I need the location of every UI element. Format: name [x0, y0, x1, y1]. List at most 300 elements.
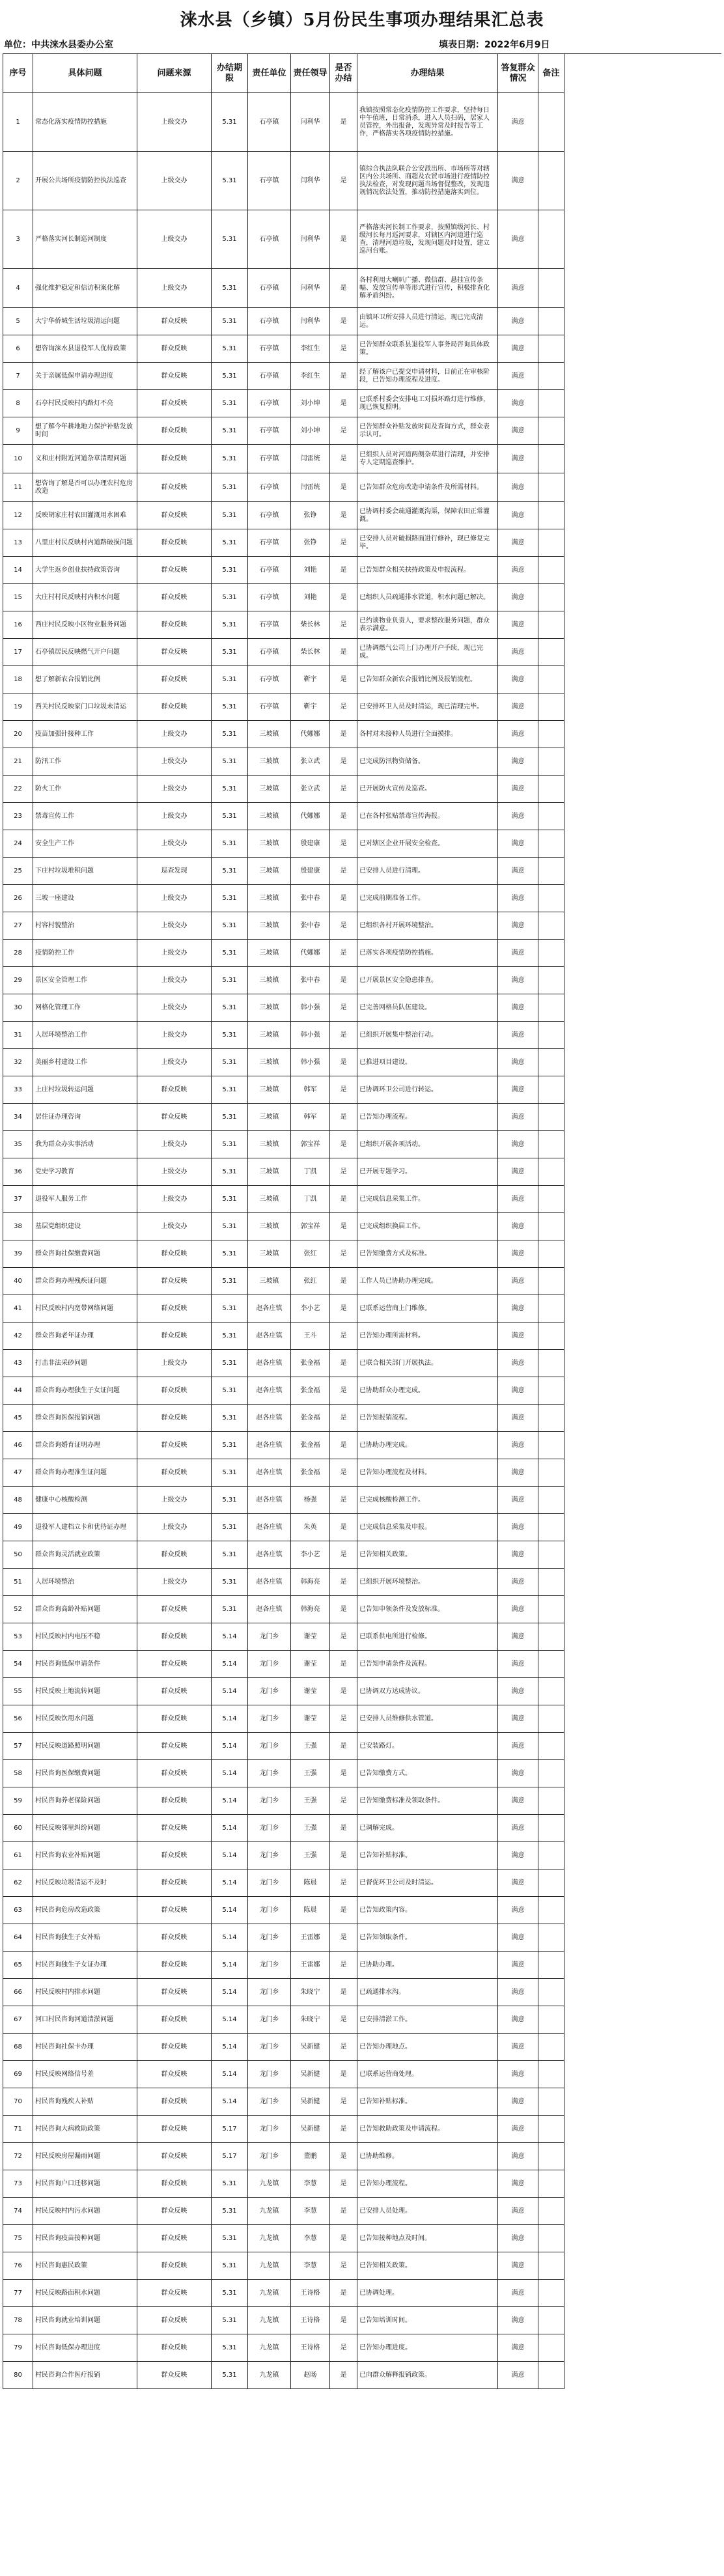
row-leader-cell: 张金福: [291, 1377, 330, 1405]
row-leader-cell: 韩军: [291, 1104, 330, 1131]
row-reply-cell: 满意: [498, 473, 538, 502]
row-source-cell: 上级交办: [137, 1569, 212, 1596]
row-note-cell: [538, 1076, 564, 1104]
row-completed-cell: 是: [330, 1022, 357, 1049]
row-dept-cell: 三坡镇: [248, 1268, 291, 1295]
row-reply-cell: 满意: [498, 776, 538, 803]
row-leader-cell: 张红: [291, 1268, 330, 1295]
row-dept-cell: 赵各庄镇: [248, 1323, 291, 1350]
row-completed-cell: 是: [330, 1049, 357, 1076]
row-dept-cell: 三坡镇: [248, 1186, 291, 1213]
row-deadline-cell: 5.14: [212, 1979, 248, 2006]
row-deadline-cell: 5.31: [212, 584, 248, 611]
row-index-cell: 26: [3, 885, 33, 912]
row-issue-cell: 村民咨询疫苗接种问题: [33, 2225, 137, 2252]
row-issue-cell: 石亭村民反映村内路灯不亮: [33, 390, 137, 417]
row-source-cell: 上级交办: [137, 1022, 212, 1049]
row-completed-cell: 是: [330, 1623, 357, 1651]
row-result-cell: 已完成防汛物资储备。: [357, 748, 498, 776]
row-issue-cell: 群众咨询灵活就业政策: [33, 1541, 137, 1569]
row-leader-cell: 董鹏: [291, 2143, 330, 2170]
row-source-cell: 群众反映: [137, 584, 212, 611]
row-dept-cell: 龙门乡: [248, 2143, 291, 2170]
row-index-cell: 53: [3, 1623, 33, 1651]
row-index-cell: 40: [3, 1268, 33, 1295]
row-result-cell: 已疏通排水沟。: [357, 1979, 498, 2006]
row-issue-cell: 三坡一座建设: [33, 885, 137, 912]
row-issue-cell: 村民反映村内电压不稳: [33, 1623, 137, 1651]
row-completed-cell: 是: [330, 1514, 357, 1541]
row-dept-cell: 石亭镇: [248, 363, 291, 390]
row-result-cell: 严格落实河长制工作要求，按照镇级河长、村级河长每月巡河要求，对辖区内河道进行巡查，清理河道垃圾，发现问题及时处置，建立巡河台账。: [357, 210, 498, 269]
row-completed-cell: 是: [330, 1569, 357, 1596]
row-leader-cell: 张红: [291, 1240, 330, 1268]
row-dept-cell: 九龙镇: [248, 2225, 291, 2252]
row-leader-cell: 谢莹: [291, 1678, 330, 1705]
row-source-cell: 群众反映: [137, 2170, 212, 2198]
row-note-cell: [538, 2198, 564, 2225]
row-reply-cell: 满意: [498, 2307, 538, 2334]
row-leader-cell: 李慧: [291, 2170, 330, 2198]
row-issue-cell: 村民咨询低保申请条件: [33, 1651, 137, 1678]
row-result-cell: 已联合相关部门开展执法。: [357, 1350, 498, 1377]
row-leader-cell: 张铮: [291, 529, 330, 557]
row-result-cell: 已告知群众新农合报销比例及报销流程。: [357, 666, 498, 693]
row-index-cell: 49: [3, 1514, 33, 1541]
row-reply-cell: 满意: [498, 2198, 538, 2225]
row-index-cell: 51: [3, 1569, 33, 1596]
row-source-cell: 群众反映: [137, 1104, 212, 1131]
row-issue-cell: 村民反映饮用水问题: [33, 1705, 137, 1733]
row-result-cell: 已落实各项疫情防控措施。: [357, 940, 498, 967]
row-note-cell: [538, 639, 564, 666]
row-dept-cell: 石亭镇: [248, 335, 291, 363]
row-reply-cell: 满意: [498, 2334, 538, 2362]
row-deadline-cell: 5.31: [212, 1295, 248, 1323]
row-result-cell: 已告知缴费标准及领取条件。: [357, 1787, 498, 1815]
row-leader-cell: 韩海亮: [291, 1569, 330, 1596]
row-dept-cell: 赵各庄镇: [248, 1487, 291, 1514]
row-completed-cell: 是: [330, 1760, 357, 1787]
row-dept-cell: 龙门乡: [248, 1651, 291, 1678]
row-index-cell: 66: [3, 1979, 33, 2006]
row-completed-cell: 是: [330, 1268, 357, 1295]
row-index-cell: 17: [3, 639, 33, 666]
row-index-cell: 65: [3, 1952, 33, 1979]
row-source-cell: 上级交办: [137, 1049, 212, 1076]
row-issue-cell: 群众咨询办理准生证问题: [33, 1459, 137, 1487]
row-reply-cell: 满意: [498, 1049, 538, 1076]
row-deadline-cell: 5.31: [212, 1459, 248, 1487]
row-note-cell: [538, 473, 564, 502]
row-reply-cell: 满意: [498, 1377, 538, 1405]
row-index-cell: 52: [3, 1596, 33, 1623]
row-source-cell: 群众反映: [137, 2252, 212, 2280]
row-completed-cell: 是: [330, 2362, 357, 2389]
row-note-cell: [538, 2116, 564, 2143]
row-completed-cell: 是: [330, 417, 357, 445]
row-reply-cell: 满意: [498, 557, 538, 584]
row-index-cell: 75: [3, 2225, 33, 2252]
row-dept-cell: 龙门乡: [248, 1924, 291, 1952]
row-deadline-cell: 5.31: [212, 2280, 248, 2307]
row-dept-cell: 龙门乡: [248, 1897, 291, 1924]
row-index-cell: 69: [3, 2061, 33, 2088]
row-note-cell: [538, 748, 564, 776]
row-deadline-cell: 5.14: [212, 1705, 248, 1733]
row-reply-cell: 满意: [498, 2280, 538, 2307]
row-result-cell: 已协助维修。: [357, 2143, 498, 2170]
row-result-cell: 已协调燃气公司上门办理开户手续，现已完成。: [357, 639, 498, 666]
document-meta: [3, 36, 721, 53]
row-completed-cell: 是: [330, 2225, 357, 2252]
row-index-cell: 59: [3, 1787, 33, 1815]
row-deadline-cell: 5.14: [212, 1733, 248, 1760]
row-reply-cell: 满意: [498, 1623, 538, 1651]
row-result-cell: 我镇按照常态化疫情防控工作要求，坚持每日中午值班，日常消杀，进入人员扫码，居家人员管控，外出报备，发现异常及时报告等工作，严格落实各项疫情防控措施。: [357, 93, 498, 152]
row-reply-cell: 满意: [498, 721, 538, 748]
row-leader-cell: 王诗格: [291, 2280, 330, 2307]
row-leader-cell: 郭宝祥: [291, 1213, 330, 1240]
row-source-cell: 上级交办: [137, 967, 212, 994]
row-deadline-cell: 5.31: [212, 390, 248, 417]
row-note-cell: [538, 1377, 564, 1405]
row-issue-cell: 党史学习教育: [33, 1158, 137, 1186]
row-deadline-cell: 5.31: [212, 885, 248, 912]
row-completed-cell: 是: [330, 529, 357, 557]
row-source-cell: 上级交办: [137, 269, 212, 308]
row-note-cell: [538, 2170, 564, 2198]
row-issue-cell: 群众咨询办理残疾证问题: [33, 1268, 137, 1295]
row-completed-cell: 是: [330, 994, 357, 1022]
row-completed-cell: 是: [330, 2006, 357, 2034]
row-index-cell: 4: [3, 269, 33, 308]
row-result-cell: 已协助办理完成。: [357, 1432, 498, 1459]
row-index-cell: 72: [3, 2143, 33, 2170]
row-reply-cell: 满意: [498, 1842, 538, 1869]
row-note-cell: [538, 1897, 564, 1924]
row-completed-cell: 是: [330, 1705, 357, 1733]
row-index-cell: 5: [3, 308, 33, 335]
header-index: 序号: [3, 54, 33, 93]
row-reply-cell: 满意: [498, 912, 538, 940]
row-leader-cell: 殷建康: [291, 830, 330, 858]
row-deadline-cell: 5.31: [212, 748, 248, 776]
row-reply-cell: 满意: [498, 152, 538, 210]
row-deadline-cell: 5.31: [212, 2225, 248, 2252]
row-deadline-cell: 5.14: [212, 1651, 248, 1678]
row-result-cell: 已协调环卫公司进行转运。: [357, 1076, 498, 1104]
row-leader-cell: 王雷娜: [291, 1924, 330, 1952]
row-issue-cell: 健康中心核酸检测: [33, 1487, 137, 1514]
row-deadline-cell: 5.14: [212, 1952, 248, 1979]
row-issue-cell: 上庄村垃圾转运问题: [33, 1076, 137, 1104]
row-result-cell: 已组织各村开展环境整治。: [357, 912, 498, 940]
row-leader-cell: 张中春: [291, 967, 330, 994]
row-issue-cell: 反映胡家庄村农田灌溉用水困难: [33, 502, 137, 529]
row-leader-cell: 吴新健: [291, 2061, 330, 2088]
row-deadline-cell: 5.31: [212, 445, 248, 473]
row-dept-cell: 石亭镇: [248, 502, 291, 529]
header-dept: 责任单位: [248, 54, 291, 93]
row-issue-cell: 防汛工作: [33, 748, 137, 776]
row-source-cell: 巡查发现: [137, 858, 212, 885]
row-reply-cell: 满意: [498, 2170, 538, 2198]
row-note-cell: [538, 776, 564, 803]
row-index-cell: 33: [3, 1076, 33, 1104]
row-index-cell: 30: [3, 994, 33, 1022]
row-deadline-cell: 5.31: [212, 152, 248, 210]
row-leader-cell: 王强: [291, 1815, 330, 1842]
row-issue-cell: 我为群众办实事活动: [33, 1131, 137, 1158]
row-result-cell: 已调解完成。: [357, 1815, 498, 1842]
row-result-cell: 已告知群众危房改造申请条件及所需材料。: [357, 473, 498, 502]
row-reply-cell: 满意: [498, 1596, 538, 1623]
row-dept-cell: 九龙镇: [248, 2252, 291, 2280]
row-result-cell: 已联系村委会安排电工对损坏路灯进行维修，现已恢复照明。: [357, 390, 498, 417]
row-index-cell: 79: [3, 2334, 33, 2362]
row-deadline-cell: 5.31: [212, 93, 248, 152]
row-index-cell: 62: [3, 1869, 33, 1897]
row-index-cell: 42: [3, 1323, 33, 1350]
row-deadline-cell: 5.31: [212, 803, 248, 830]
row-source-cell: 群众反映: [137, 1924, 212, 1952]
row-reply-cell: 满意: [498, 1952, 538, 1979]
row-dept-cell: 九龙镇: [248, 2307, 291, 2334]
row-dept-cell: 龙门乡: [248, 2116, 291, 2143]
row-index-cell: 63: [3, 1897, 33, 1924]
row-dept-cell: 三坡镇: [248, 776, 291, 803]
row-note-cell: [538, 2252, 564, 2280]
row-leader-cell: 谢莹: [291, 1705, 330, 1733]
row-note-cell: [538, 1623, 564, 1651]
row-index-cell: 48: [3, 1487, 33, 1514]
row-leader-cell: 吴新健: [291, 2034, 330, 2061]
row-source-cell: 群众反映: [137, 363, 212, 390]
row-result-cell: 已协调村委会疏通灌溉沟渠，保障农田正常灌溉。: [357, 502, 498, 529]
row-result-cell: 已联系运营商处理。: [357, 2061, 498, 2088]
row-issue-cell: 村民反映垃圾清运不及时: [33, 1869, 137, 1897]
row-dept-cell: 赵各庄镇: [248, 1459, 291, 1487]
row-source-cell: 群众反映: [137, 557, 212, 584]
row-dept-cell: 石亭镇: [248, 269, 291, 308]
row-completed-cell: 是: [330, 93, 357, 152]
row-issue-cell: 村民反映路面积水问题: [33, 2280, 137, 2307]
row-source-cell: 上级交办: [137, 1350, 212, 1377]
row-result-cell: 已告知培训时间。: [357, 2307, 498, 2334]
row-index-cell: 34: [3, 1104, 33, 1131]
row-leader-cell: 柴长林: [291, 611, 330, 639]
row-result-cell: 已推进项目建设。: [357, 1049, 498, 1076]
row-issue-cell: 村民咨询惠民政策: [33, 2252, 137, 2280]
row-reply-cell: 满意: [498, 2061, 538, 2088]
row-result-cell: 镇综合执法队联合公安派出所、市场所等对辖区内公共场所、商超及农贸市场进行疫情防控执法检查，对发现问题当场督促整改，发现违规情况依法处置，推动防控措施落实到位。: [357, 152, 498, 210]
row-note-cell: [538, 529, 564, 557]
row-result-cell: 已告知申请条件及流程。: [357, 1651, 498, 1678]
row-deadline-cell: 5.31: [212, 994, 248, 1022]
row-note-cell: [538, 1842, 564, 1869]
row-dept-cell: 三坡镇: [248, 912, 291, 940]
header-source: 问题来源: [137, 54, 212, 93]
row-note-cell: [538, 308, 564, 335]
row-result-cell: 已告知办理流程。: [357, 2170, 498, 2198]
row-source-cell: 群众反映: [137, 1623, 212, 1651]
row-dept-cell: 龙门乡: [248, 1842, 291, 1869]
row-note-cell: [538, 152, 564, 210]
row-result-cell: 由镇环卫所安排人员进行清运，现已完成清运。: [357, 308, 498, 335]
row-index-cell: 73: [3, 2170, 33, 2198]
row-note-cell: [538, 1569, 564, 1596]
header-note: 备注: [538, 54, 564, 93]
row-note-cell: [538, 1186, 564, 1213]
row-reply-cell: 满意: [498, 748, 538, 776]
row-dept-cell: 九龙镇: [248, 2280, 291, 2307]
row-completed-cell: 是: [330, 721, 357, 748]
row-source-cell: 群众反映: [137, 1432, 212, 1459]
row-result-cell: 已完成组织换届工作。: [357, 1213, 498, 1240]
row-completed-cell: 是: [330, 1733, 357, 1760]
row-source-cell: 群众反映: [137, 1459, 212, 1487]
row-result-cell: 已在各村张贴禁毒宣传海报。: [357, 803, 498, 830]
row-result-cell: 已联系运营商上门维修。: [357, 1295, 498, 1323]
row-source-cell: 群众反映: [137, 611, 212, 639]
row-leader-cell: 李红生: [291, 335, 330, 363]
row-note-cell: [538, 1158, 564, 1186]
row-index-cell: 36: [3, 1158, 33, 1186]
row-index-cell: 11: [3, 473, 33, 502]
row-leader-cell: 闫利华: [291, 152, 330, 210]
row-completed-cell: 是: [330, 776, 357, 803]
row-completed-cell: 是: [330, 1842, 357, 1869]
row-note-cell: [538, 666, 564, 693]
row-result-cell: 已组织开展集中整治行动。: [357, 1022, 498, 1049]
row-source-cell: 群众反映: [137, 2198, 212, 2225]
row-source-cell: 群众反映: [137, 502, 212, 529]
row-note-cell: [538, 912, 564, 940]
row-index-cell: 39: [3, 1240, 33, 1268]
row-dept-cell: 赵各庄镇: [248, 1350, 291, 1377]
row-reply-cell: 满意: [498, 1569, 538, 1596]
row-note-cell: [538, 1104, 564, 1131]
row-leader-cell: 谢莹: [291, 1623, 330, 1651]
row-note-cell: [538, 2088, 564, 2116]
row-deadline-cell: 5.31: [212, 2334, 248, 2362]
row-reply-cell: 满意: [498, 2252, 538, 2280]
header-issue: 具体问题: [33, 54, 137, 93]
row-index-cell: 8: [3, 390, 33, 417]
row-reply-cell: 满意: [498, 1268, 538, 1295]
row-leader-cell: 陈晨: [291, 1897, 330, 1924]
row-deadline-cell: 5.31: [212, 1186, 248, 1213]
row-source-cell: 群众反映: [137, 1787, 212, 1815]
row-result-cell: 已告知办理进度。: [357, 2334, 498, 2362]
row-note-cell: [538, 967, 564, 994]
row-result-cell: 已安排环卫人员及时清运，现已清理完毕。: [357, 693, 498, 721]
row-completed-cell: 是: [330, 1405, 357, 1432]
row-dept-cell: 石亭镇: [248, 557, 291, 584]
row-note-cell: [538, 269, 564, 308]
row-note-cell: [538, 2061, 564, 2088]
row-deadline-cell: 5.31: [212, 2170, 248, 2198]
row-issue-cell: 下庄村垃圾堆积问题: [33, 858, 137, 885]
row-reply-cell: 满意: [498, 1158, 538, 1186]
row-source-cell: 上级交办: [137, 803, 212, 830]
row-reply-cell: 满意: [498, 93, 538, 152]
row-deadline-cell: 5.31: [212, 830, 248, 858]
row-index-cell: 15: [3, 584, 33, 611]
row-result-cell: 已向群众解释报销政策。: [357, 2362, 498, 2389]
row-reply-cell: 满意: [498, 1705, 538, 1733]
row-completed-cell: 是: [330, 693, 357, 721]
row-index-cell: 74: [3, 2198, 33, 2225]
row-source-cell: 群众反映: [137, 2061, 212, 2088]
row-result-cell: 已告知相关政策。: [357, 1541, 498, 1569]
row-leader-cell: 代娜娜: [291, 721, 330, 748]
row-reply-cell: 满意: [498, 529, 538, 557]
row-leader-cell: 王诗格: [291, 2334, 330, 2362]
row-issue-cell: 八里庄村民反映村内道路破损问题: [33, 529, 137, 557]
row-note-cell: [538, 363, 564, 390]
row-leader-cell: 丁凯: [291, 1186, 330, 1213]
row-issue-cell: 退役军人服务工作: [33, 1186, 137, 1213]
row-index-cell: 28: [3, 940, 33, 967]
row-result-cell: 已协调处理。: [357, 2280, 498, 2307]
row-leader-cell: 刘小坤: [291, 390, 330, 417]
row-deadline-cell: 5.31: [212, 210, 248, 269]
row-deadline-cell: 5.31: [212, 308, 248, 335]
row-note-cell: [538, 557, 564, 584]
row-result-cell: 已完成核酸检测工作。: [357, 1487, 498, 1514]
row-reply-cell: 满意: [498, 885, 538, 912]
row-note-cell: [538, 93, 564, 152]
row-leader-cell: 朱晓宁: [291, 1979, 330, 2006]
row-dept-cell: 赵各庄镇: [248, 1514, 291, 1541]
row-issue-cell: 人居环境整治工作: [33, 1022, 137, 1049]
row-leader-cell: 闫利华: [291, 93, 330, 152]
row-completed-cell: 是: [330, 390, 357, 417]
row-deadline-cell: 5.31: [212, 967, 248, 994]
row-dept-cell: 石亭镇: [248, 152, 291, 210]
row-issue-cell: 河口村民咨询河道清淤问题: [33, 2006, 137, 2034]
row-reply-cell: 满意: [498, 2362, 538, 2389]
row-source-cell: 群众反映: [137, 473, 212, 502]
row-result-cell: 已协助群众办理完成。: [357, 1377, 498, 1405]
row-reply-cell: 满意: [498, 693, 538, 721]
row-index-cell: 20: [3, 721, 33, 748]
row-reply-cell: 满意: [498, 1760, 538, 1787]
row-issue-cell: 景区安全管理工作: [33, 967, 137, 994]
row-reply-cell: 满意: [498, 308, 538, 335]
row-reply-cell: 满意: [498, 1924, 538, 1952]
row-completed-cell: 是: [330, 611, 357, 639]
row-note-cell: [538, 830, 564, 858]
row-source-cell: 群众反映: [137, 1678, 212, 1705]
row-completed-cell: 是: [330, 584, 357, 611]
row-result-cell: 已开展专题学习。: [357, 1158, 498, 1186]
row-completed-cell: 是: [330, 2143, 357, 2170]
row-reply-cell: 满意: [498, 639, 538, 666]
row-source-cell: 群众反映: [137, 2307, 212, 2334]
row-deadline-cell: 5.31: [212, 611, 248, 639]
row-source-cell: 群众反映: [137, 2143, 212, 2170]
row-deadline-cell: 5.31: [212, 858, 248, 885]
row-completed-cell: 是: [330, 1213, 357, 1240]
row-leader-cell: 张金福: [291, 1350, 330, 1377]
row-index-cell: 24: [3, 830, 33, 858]
row-result-cell: 已组织开展各项活动。: [357, 1131, 498, 1158]
row-completed-cell: 是: [330, 2088, 357, 2116]
row-index-cell: 64: [3, 1924, 33, 1952]
